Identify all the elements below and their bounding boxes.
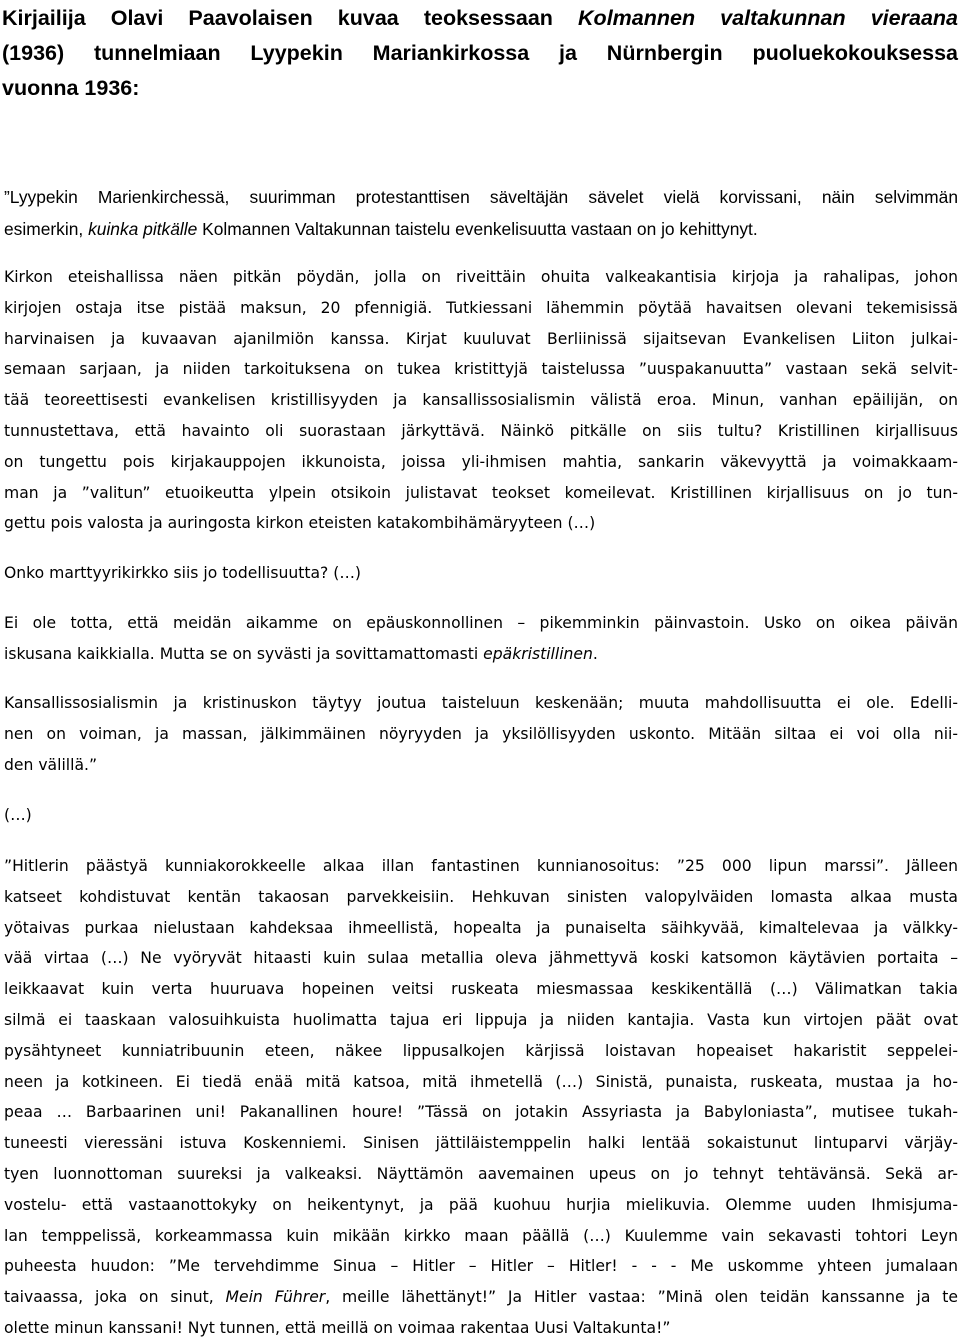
emphasis: kuinka pitkälle (88, 219, 198, 239)
paragraph-line: peaa … Barbaarinen uni! Pakanallinen houre! ”Tässä on jotakin Assyriasta ja Babyloniasta”, mutisee tukah- (4, 1103, 958, 1122)
paragraph-line: pysähtyneet kunniatribuunin eteen, näkee lippusalkojen kärjissä loistavan hopeaiset hakaristit seppelei- (4, 1041, 958, 1060)
text-run: esimerkin, (4, 219, 89, 239)
paragraph-line: Kansallissosialismin ja kristinuskon täytyy joutua taisteluun keskenään; muuta mahdollisuutta ei ole. Edelli- (4, 694, 958, 712)
paragraph-line: ”Lyypekin Marienkirchessä, suurimman protestanttisen säveltäjän sävelet vielä korvissani, näin selvimmän (4, 187, 958, 207)
title-line-3: vuonna 1936: (2, 76, 140, 100)
paragraph-3 (4, 558, 958, 589)
text-run: iskusana kaikkialla. Mutta se on syvästi ja sovittamattomasti (4, 644, 484, 663)
text-run: , meille lähettänyt!” Ja Hitler vastaa: ”Minä olen teidän kanssanne ja te (325, 1288, 958, 1307)
title-prefix: Kirjailija Olavi Paavolaisen kuvaa teoksessaan (2, 6, 579, 30)
emphasis: Mein Führer (225, 1288, 326, 1307)
paragraph-line: ”Hitlerin päästyä kunniakorokkeelle alkaa illan fantastinen kunnianosoitus: ”25 000 lipun marssi”. Jälleen (4, 857, 958, 875)
paragraph-line: kirjojen ostaja itse pistää maksun, 20 pfennigiä. Tutkiessani lähemmin pöytää havaitsen olevani tekemisissä (4, 298, 958, 317)
paragraph-line: vää virtaa (…) Ne vyöryvät hitaasti kuin sulaa metallia oleva jähmettyvä koski katsomon käytävien portaita – (4, 949, 958, 968)
paragraph-line (4, 1282, 958, 1313)
paragraph-line: Onko marttyyrikirkko siis jo todellisuutta? (…) (4, 564, 362, 582)
paragraph-line: tää teoreettisesti evankelisen kristillisyyden ja kansallissosialismin välistä eroa. Minun, vanhan epäilijän, on (4, 391, 958, 410)
paragraph-line: harvinaisen ja kuvaavan ajanilmiön kanssa. Kirjat kuuluvat Berliinissä sijaitsevan Evankelisen Liiton julkai- (4, 329, 958, 348)
paragraph-line (4, 639, 958, 670)
paragraph-line: olette minun kanssani! Nyt tunnen, että meillä on voimaa rakentaa Uusi Valtakunta!” (4, 1318, 671, 1337)
emphasis: epäkristillinen (483, 644, 593, 663)
paragraph-line: Kirkon eteishallissa näen pitkän pöydän, jolla on riveittäin ohuita valkeakantisia kirjoja ja rahalipas, johon (4, 268, 958, 286)
text-run: . (592, 644, 598, 663)
paragraph-line: katseet kohdistuvat kentän takaosan parvekkeisiin. Hehkuvan sinisten valopylväiden lomasta alkaa musta (4, 887, 958, 906)
book-title: Kolmannen valtakunnan vieraana (578, 6, 958, 30)
paragraph-line: man ja ”valitun” etuoikeutta ylpein otsikoin julistavat teokset komeilevat. Kristillinen kirjallisuus on jo tun- (4, 483, 958, 502)
paragraph-line: gettu pois valosta ja auringosta kirkon eteisten katakombihämäryyteen (…) (4, 514, 596, 533)
title-line-1 (2, 1, 958, 36)
paragraph-7 (4, 851, 958, 1344)
paragraph-line: yötaivas purkaa nielustaan kahdeksaa ihmeellistä, hopealta ja punaiselta säihkyvää, kimaltelevaa ja välkky- (4, 918, 958, 937)
paragraph-1 (4, 181, 958, 245)
paragraph-line: silmä ei taaskaan valosuihkuista huolimatta tajua eri lippuja ja niiden kantajia. Vasta kun virtojen päät ovat (4, 1010, 958, 1029)
paragraph-line: vostelu- että vastaanottokyky on heikentynyt, ja pää kuohuu hurjia mielikuvia. Olemme uuden Ihmisjuma- (4, 1195, 958, 1214)
paragraph-line: leikkaavat kuin verta huuruava hopeinen veitsi ruskeata miesmassaa keskikentällä (…) Välimatkan takia (4, 980, 958, 999)
paragraph-line: tunnustettava, että havainto oli suorastaan järkyttävä. Näinkö pitkälle on siis tultu? Kristillinen kirjallisuus (4, 421, 958, 440)
paragraph-line: semaan sarjaan, ja niiden tarkoituksena on tukea kristittyjä taistelussa ”uuspakanuutta” vastaan sekä selvit- (4, 360, 958, 379)
paragraph-line: on tungettu pois kirjakauppojen ikkunoista, joissa yli-ihmisen mahtia, sankarin väkevyyttä ja voimakkaam- (4, 452, 958, 471)
paragraph-line: tyen luonnottoman suureksi ja valkeaksi. Näyttämön aavemainen upeus on jo tehnyt tehtävänsä. Sekä ar- (4, 1164, 958, 1183)
paragraph-line: lan temppelissä, korkeammassa kuin mikään kirkko maan päällä (…) Kuulemme vain sekavasti tohtori Leyn (4, 1226, 958, 1245)
paragraph-4 (4, 608, 958, 670)
paragraph-line: Ei ole totta, että meidän aikamme on epäuskonnollinen – pikemminkin päinvastoin. Usko on oikea päivän (4, 614, 958, 632)
text-run: Kolmannen Valtakunnan taistelu evenkelisuutta vastaan on jo kehittynyt. (197, 219, 758, 239)
paragraph-2 (4, 262, 958, 539)
paragraph-line (4, 213, 958, 245)
document-page (2, 0, 958, 1337)
page-title (2, 1, 958, 106)
paragraph-line: nen on voiman, ja massan, jälkimmäinen nöyryyden ja yksilöllisyyden uskonto. Mitään siltaa ei voi olla nii- (4, 724, 958, 743)
paragraph-line: neen ja kotkineen. Ei tiedä enää mitä katsoa, mitä ihmetellä (…) Sinistä, punaista, ruskeata, mustaa ja ho- (4, 1072, 958, 1091)
paragraph-6 (4, 800, 958, 831)
paragraph-line: puheesta huudon: ”Me tervehdimme Sinua – Hitler – Hitler – Hitler! - - - Me uskomme yhteen jumalaan (4, 1257, 958, 1276)
paragraph-line: (…) (4, 806, 32, 824)
text-run: taivaassa, joka on sinut, (4, 1288, 226, 1307)
paragraph-5 (4, 688, 958, 780)
title-line-2: (1936) tunnelmiaan Lyypekin Mariankirkossa ja Nürnbergin puoluekokouksessa (2, 41, 958, 65)
paragraph-line: tuneesti vieressäni istuva Koskenniemi. Sinisen jättiläistemppelin halki lentää sokaistunut lintuparvi värjäy- (4, 1134, 958, 1153)
paragraph-line: den välillä.” (4, 755, 98, 774)
